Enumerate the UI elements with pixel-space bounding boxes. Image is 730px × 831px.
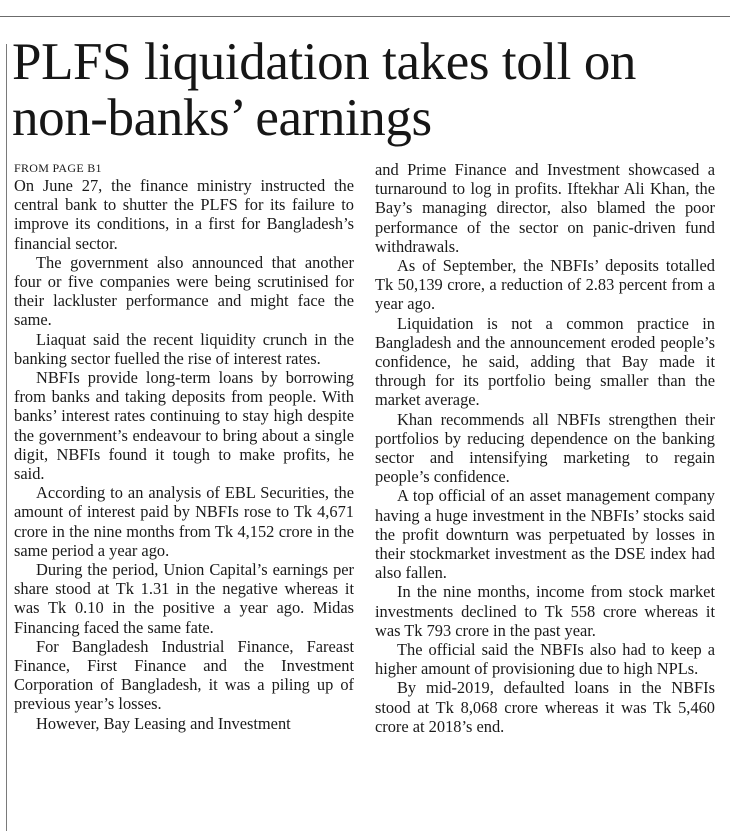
paragraph: However, Bay Leasing and Investment xyxy=(36,713,291,733)
paragraph: The official said the NBFIs also had to keep a higher amount of provisioning due to high NPLs. xyxy=(375,640,715,679)
paragraph: On June 27, the finance ministry instructed the central bank to shutter the PLFS for its failure to improve its conditions, in a first for Bangladesh’s financial sector. xyxy=(14,176,354,253)
paragraph: For Bangladesh Industrial Finance, Fareast Finance, First Finance and the Investment Corporation of Bangladesh, it was a piling up of previous year’s losses. xyxy=(14,636,354,714)
left-column xyxy=(14,162,354,733)
paragraph: By mid-2019, defaulted loans in the NBFIs stood at Tk 8,068 crore whereas it was Tk 5,460 crore at 2018’s end. xyxy=(375,678,715,736)
right-column xyxy=(375,160,715,736)
paragraph: In the nine months, income from stock market investments declined to Tk 558 crore whereas it was Tk 793 crore in the past year. xyxy=(375,582,715,640)
paragraph: As of September, the NBFIs’ deposits totalled Tk 50,139 crore, a reduction of 2.83 percent from a year ago. xyxy=(375,256,715,314)
paragraph: Khan recommends all NBFIs strengthen their portfolios by reducing dependence on the banking sector and intensifying marketing to regain people’s confidence. xyxy=(375,409,715,487)
paragraph: According to an analysis of EBL Securities, the amount of interest paid by NBFIs rose to Tk 4,671 crore in the nine months from Tk 4,152 crore in the same period a year ago. xyxy=(14,483,354,560)
paragraph: Liaquat said the recent liquidity crunch in the banking sector fuelled the rise of interest rates. xyxy=(14,329,354,368)
paragraph: The government also announced that another four or five companies were being scrutinised for their lackluster performance and might face the same. xyxy=(14,252,354,330)
continued-from-label: FROM PAGE B1 xyxy=(14,161,102,175)
left-column-rule xyxy=(6,44,7,831)
headline: PLFS liquidation takes toll on non-banks’ earnings xyxy=(12,33,637,147)
paragraph: and Prime Finance and Investment showcased a turnaround to log in profits. Iftekhar Ali Khan, the Bay’s managing director, also blamed the poor performance of the sector on panic-driven fund withdrawals. xyxy=(375,160,715,256)
paragraph: NBFIs provide long-term loans by borrowing from banks and taking deposits from people. With banks’ interest rates continuing to stay high despite the government’s endeavour to bring about a single digit, NBFIs found it tough to make profits, he said. xyxy=(14,368,354,484)
paragraph: Liquidation is not a common practice in Bangladesh and the announcement eroded people’s confidence, he said, adding that Bay made it through for its portfolio being smaller than the market average. xyxy=(375,313,715,410)
top-divider xyxy=(0,16,730,17)
paragraph: During the period, Union Capital’s earnings per share stood at Tk 1.31 in the negative whereas it was Tk 0.10 in the positive a year ago. Midas Financing faced the same fate. xyxy=(14,560,354,637)
paragraph: A top official of an asset management company having a huge investment in the NBFIs’ stocks said the profit downturn was perpetuated by losses in their stockmarket investment as the DSE index had also fallen. xyxy=(375,486,715,583)
